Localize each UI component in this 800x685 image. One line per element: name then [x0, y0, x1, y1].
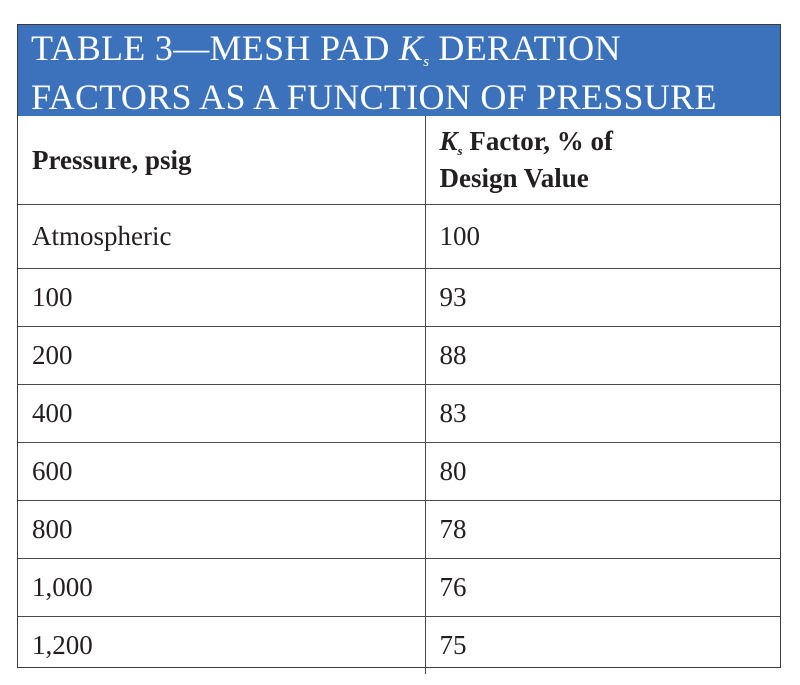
cell-factor: 93	[425, 268, 780, 326]
title-suffix: DERATION	[429, 28, 621, 68]
data-grid	[18, 116, 780, 674]
cell-factor: 83	[425, 384, 780, 442]
cell-pressure: 800	[18, 500, 425, 558]
cell-pressure: 600	[18, 442, 425, 500]
cell-factor: 75	[439, 629, 467, 660]
cell-pressure: 1,000	[18, 558, 425, 616]
header-factor	[425, 116, 780, 204]
table-row	[18, 204, 780, 268]
title-subscript: s	[423, 54, 430, 70]
header-factor-line-2: Design Value	[439, 163, 589, 194]
cell-pressure: Atmospheric	[18, 204, 425, 268]
title-prefix: TABLE 3—MESH PAD	[31, 28, 399, 68]
cell-pressure: 100	[18, 268, 425, 326]
table-row	[18, 616, 780, 674]
header-subscript: s	[457, 143, 463, 159]
cell-factor: 78	[425, 500, 780, 558]
header-row	[18, 116, 780, 204]
cell-pressure: 200	[18, 326, 425, 384]
title-line-1	[31, 28, 780, 77]
table-row	[18, 268, 780, 326]
deration-table	[17, 24, 781, 668]
cell-factor: 76	[425, 558, 780, 616]
cell-factor: 88	[425, 326, 780, 384]
table-row	[18, 500, 780, 558]
table-row	[18, 384, 780, 442]
table-row	[18, 558, 780, 616]
table-title	[18, 25, 780, 116]
cell-pressure: 400	[18, 384, 425, 442]
header-factor-text: Factor, % of	[462, 126, 614, 157]
table-row	[18, 326, 780, 384]
cell-factor: 100	[425, 204, 780, 268]
header-symbol: K	[439, 126, 458, 157]
cell-pressure: 1,200	[18, 616, 425, 674]
table-row	[18, 442, 780, 500]
header-factor-line-1	[440, 125, 781, 162]
header-pressure: Pressure, psig	[18, 116, 425, 204]
title-line-2: FACTORS AS A FUNCTION OF PRESSURE	[31, 77, 717, 117]
cell-factor: 80	[425, 442, 780, 500]
title-symbol: K	[398, 28, 424, 68]
